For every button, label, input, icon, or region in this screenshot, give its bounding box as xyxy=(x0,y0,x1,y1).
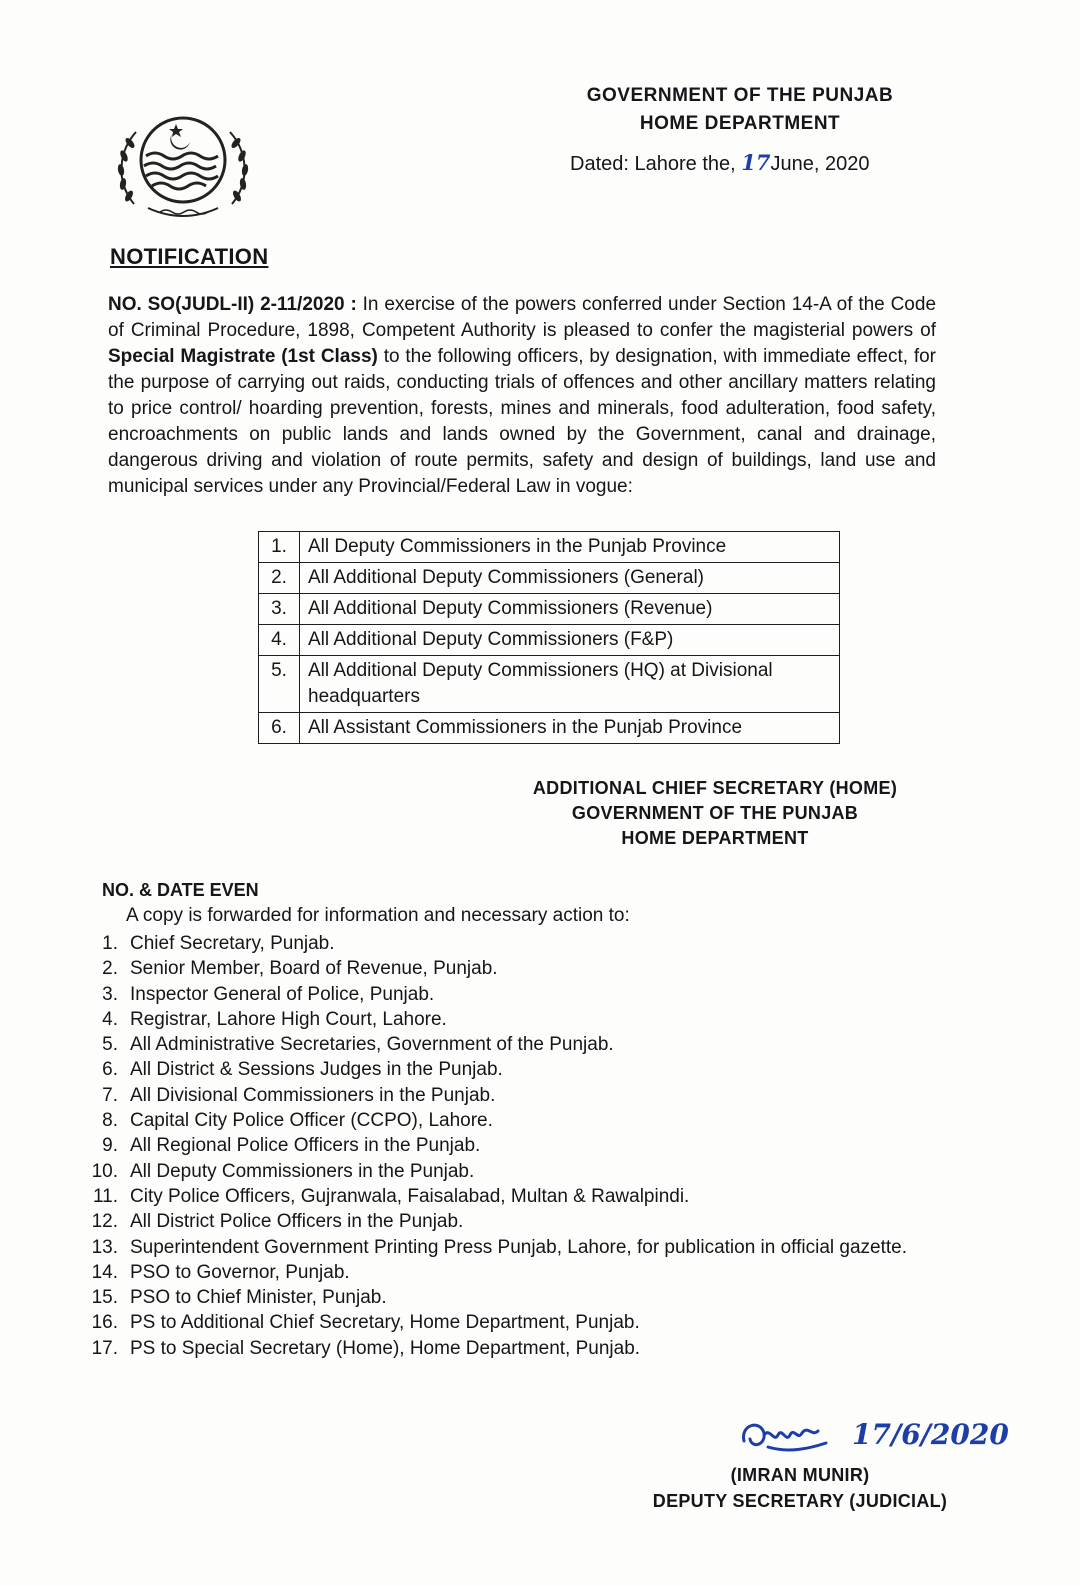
punjab-government-emblem-icon xyxy=(112,112,254,226)
list-item-number: 9. xyxy=(102,1135,118,1157)
notification-title: NOTIFICATION xyxy=(110,244,269,269)
list-item-text: All District & Sessions Judges in the Punjab. xyxy=(130,1059,503,1081)
document-header xyxy=(560,82,920,138)
notification-ref: NO. SO(JUDL-II) 2-11/2020 : xyxy=(108,294,357,315)
list-item xyxy=(70,1336,930,1361)
officer-number: 3. xyxy=(259,594,300,625)
officer-designation: All Assistant Commissioners in the Punjab Province xyxy=(300,713,840,744)
list-item-text: Superintendent Government Printing Press Punjab, Lahore, for publication in official gazette. xyxy=(130,1236,908,1258)
officer-designation: All Additional Deputy Commissioners (HQ) at Divisional headquarters xyxy=(300,656,840,713)
list-item xyxy=(70,1310,930,1335)
list-item xyxy=(70,1260,930,1285)
list-item xyxy=(70,931,930,956)
list-item-text: Registrar, Lahore High Court, Lahore. xyxy=(130,1008,447,1030)
list-item-text: Senior Member, Board of Revenue, Punjab. xyxy=(130,958,498,980)
officer-designation: All Additional Deputy Commissioners (General) xyxy=(300,563,840,594)
header-department: HOME DEPARTMENT xyxy=(639,113,841,134)
list-item-number: 5. xyxy=(102,1034,118,1056)
list-item-text: PS to Additional Chief Secretary, Home Department, Punjab. xyxy=(130,1312,640,1334)
list-item xyxy=(70,1159,930,1184)
signatory-block-acs xyxy=(500,776,930,851)
officer-designation: All Deputy Commissioners in the Punjab Province xyxy=(300,532,840,563)
officer-number: 4. xyxy=(259,625,300,656)
distribution-list xyxy=(70,931,930,1361)
list-item-number: 12. xyxy=(91,1211,118,1233)
table-row xyxy=(259,563,840,594)
list-item xyxy=(70,1007,930,1032)
header-government: GOVERNMENT OF THE PUNJAB xyxy=(586,85,894,106)
notification-bold-phrase: Special Magistrate (1st Class) xyxy=(108,346,378,367)
list-item-text: PS to Special Secretary (Home), Home Department, Punjab. xyxy=(130,1337,641,1359)
list-item-text: Capital City Police Officer (CCPO), Lahore. xyxy=(130,1110,493,1132)
list-item-text: All Administrative Secretaries, Government of the Punjab. xyxy=(130,1034,614,1056)
copy-intro: A copy is forwarded for information and necessary action to: xyxy=(126,905,630,926)
list-item xyxy=(70,956,930,981)
list-item-number: 10. xyxy=(91,1160,118,1182)
list-item-number: 6. xyxy=(102,1059,118,1081)
list-item-number: 2. xyxy=(102,958,118,980)
signature-date-handwritten: 17/6/2020 xyxy=(852,1418,1009,1451)
table-row xyxy=(259,625,840,656)
list-item xyxy=(70,1235,930,1260)
list-item-number: 7. xyxy=(102,1084,118,1106)
list-item-number: 1. xyxy=(102,933,118,954)
officer-number: 5. xyxy=(259,656,300,713)
list-item-number: 17. xyxy=(91,1337,118,1359)
list-item xyxy=(70,1184,930,1209)
list-item xyxy=(70,1057,930,1082)
list-item xyxy=(70,1133,930,1158)
list-item xyxy=(70,1209,930,1234)
table-row xyxy=(259,656,840,713)
list-item-text: Inspector General of Police, Punjab. xyxy=(130,983,435,1005)
list-item-text: PSO to Chief Minister, Punjab. xyxy=(130,1287,387,1309)
signatory-name: (IMRAN MUNIR) xyxy=(730,1465,870,1485)
list-item-number: 15. xyxy=(91,1287,118,1309)
list-item xyxy=(70,1285,930,1310)
list-item xyxy=(70,1108,930,1133)
officers-table xyxy=(258,531,840,744)
list-item-number: 13. xyxy=(91,1236,118,1258)
dated-prefix: Dated: Lahore the, xyxy=(570,153,736,175)
signatory-government: GOVERNMENT OF THE PUNJAB xyxy=(571,803,859,823)
list-item-number: 14. xyxy=(91,1261,118,1283)
notification-body xyxy=(108,266,936,500)
list-item xyxy=(70,1032,930,1057)
signatory-block-deputy-secretary xyxy=(640,1462,960,1514)
signatory-title: ADDITIONAL CHIEF SECRETARY (HOME) xyxy=(532,778,898,798)
list-item xyxy=(70,1083,930,1108)
notification-text-part2: to the following officers, by designation, with immediate effect, for the purpose of carrying out raids, conducting trials of offences and other ancillary matters relating to price control/ hoarding prevention, forests, mines and minerals, food adulteration, food safety, encroachments on public lands and lands owned by the Government, canal and drainage, dangerous driving and violation of route permits, safety and design of buildings, land use and municipal services under any Provincial/Federal Law in vogue: xyxy=(108,346,937,497)
officer-number: 2. xyxy=(259,563,300,594)
notification-text-part1: In exercise of the powers conferred under Section 14-A of the Code of Criminal Procedure, 1898, Competent Authority is pleased to confer the magisterial powers of xyxy=(108,294,937,341)
copy-reference: NO. & DATE EVEN xyxy=(102,880,259,900)
signatory-department: HOME DEPARTMENT xyxy=(621,828,809,848)
table-row xyxy=(259,594,840,625)
table-row xyxy=(259,532,840,563)
list-item-text: All Divisional Commissioners in the Punjab. xyxy=(130,1084,496,1106)
list-item-number: 4. xyxy=(102,1008,118,1030)
officer-designation: All Additional Deputy Commissioners (Revenue) xyxy=(300,594,840,625)
signatory-designation: DEPUTY SECRETARY (JUDICIAL) xyxy=(652,1491,948,1511)
list-item xyxy=(70,982,930,1007)
list-item-number: 3. xyxy=(102,983,118,1005)
list-item-text: All Deputy Commissioners in the Punjab. xyxy=(130,1160,475,1182)
officer-number: 6. xyxy=(259,713,300,744)
list-item-text: Chief Secretary, Punjab. xyxy=(130,933,335,954)
officer-number: 1. xyxy=(259,532,300,563)
list-item-number: 8. xyxy=(102,1110,118,1132)
table-row xyxy=(259,713,840,744)
officer-designation: All Additional Deputy Commissioners (F&P) xyxy=(300,625,840,656)
list-item-text: City Police Officers, Gujranwala, Faisalabad, Multan & Rawalpindi. xyxy=(130,1185,690,1207)
dated-day-handwritten: 17 xyxy=(741,150,771,175)
dated-line xyxy=(570,150,869,176)
list-item-text: All District Police Officers in the Punjab. xyxy=(130,1211,464,1233)
list-item-text: All Regional Police Officers in the Punjab. xyxy=(130,1135,481,1157)
list-item-text: PSO to Governor, Punjab. xyxy=(130,1261,350,1283)
list-item-number: 11. xyxy=(92,1185,118,1207)
dated-suffix: June, 2020 xyxy=(770,153,870,175)
list-item-number: 16. xyxy=(91,1312,118,1334)
handwritten-signature-icon xyxy=(738,1415,830,1459)
